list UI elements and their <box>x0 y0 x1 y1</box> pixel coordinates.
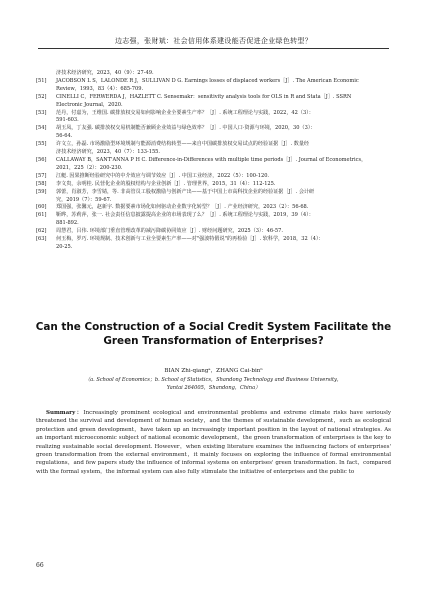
reference-entry <box>36 212 391 220</box>
reference-text: 周慧君，吕伟. 环境部门垂直管理改革的减污降碳协同效应［J］. 财经问题研究，2025（3）：46-57. <box>56 228 283 235</box>
reference-entry <box>36 181 391 189</box>
reference-number: [55] <box>36 141 47 148</box>
reference-text: 591-603. <box>56 117 79 124</box>
reference-text: 李文贵，余明桂. 民营化企业的股权结构与企业创新［J］. 管理世界，2015，31（4）：112-125. <box>56 180 276 187</box>
summary-paragraph <box>36 409 391 476</box>
reference-text: 靳晔，苏莉萍，张一. 社会责任信息披露提高企业的市场表现了么？［J］. 系统工程理论与实践，2019，39（4）： <box>56 212 314 219</box>
reference-text: Electronic Journal，2020. <box>56 101 123 108</box>
reference-number: [57] <box>36 172 47 179</box>
reference-continuation <box>36 86 391 94</box>
reference-text: 江艇. 因果推断经验研究中的中介效应与调节效应［J］. 中国工业经济，2022（5）：100-120. <box>56 172 270 179</box>
summary-label: Summary： <box>46 410 84 416</box>
affiliation-line-1: （a. School of Economics；b. School of Statistics，Shandong Technology and Business University， <box>84 377 343 383</box>
reference-entry <box>36 110 391 118</box>
reference-number: [52] <box>36 93 47 100</box>
reference-text: 56-64. <box>56 133 73 140</box>
reference-text: 济技术经济研究，2023，40（9）：27-49. <box>56 70 154 76</box>
reference-text: JACOBSON L S，LALONDE R J，SULLIVAN D G. Earnings losses of displaced workers［J］. The American Economic <box>56 77 359 84</box>
reference-entry <box>36 125 391 133</box>
reference-number: [58] <box>36 180 47 187</box>
reference-number: [54] <box>36 125 47 132</box>
reference-text: 郭蕾，肖淑芳，李雪婧，等. 非高管员工股权激励与创新产出——基于中国上市高科技企业的经验证据［J］. 会计研 <box>56 188 315 195</box>
reference-entry <box>36 70 391 78</box>
reference-text: 许文立，孙磊. 市场激励型环境规制与能源消费结构转型——来自中国碳排放权交易试点的经验证据［J］. 数量经 <box>56 141 310 148</box>
reference-number: [53] <box>36 109 47 116</box>
reference-continuation <box>36 133 391 141</box>
reference-entry <box>36 157 391 165</box>
reference-number: [56] <box>36 156 47 163</box>
reference-text: 20-25. <box>56 243 73 250</box>
running-header: 边志强，张财斌：社会信用体系建设能否促进企业绿色转型？ <box>114 37 313 45</box>
reference-entry <box>36 189 391 197</box>
reference-continuation <box>36 165 391 173</box>
reference-text: 济技术经济研究，2023，40（7）：133-155. <box>56 149 161 156</box>
reference-text: 郑国强，张馨元，赵新宇. 数据要素市场化如何驱动企业数字化转型？［J］. 产业经济研究，2023（2）：56-68. <box>56 204 309 211</box>
reference-number: [62] <box>36 228 47 235</box>
affiliation-line-2: Yantai 264005，Shandong，China） <box>166 384 261 391</box>
reference-continuation <box>36 102 391 110</box>
reference-text: Review，1993，83（4）：685-709. <box>56 85 144 92</box>
reference-number: [61] <box>36 212 47 219</box>
reference-list <box>36 70 391 252</box>
reference-text: CALLAWAY B，SANT'ANNA P H C. Difference-in-Differences with multiple time periods［J］. Journal of Econometrics， <box>56 156 367 163</box>
reference-entry <box>36 78 391 86</box>
reference-text: CINELLI C，FERWERDA J，HAZLETT C. Sensemakr：sensitivity analysis tools for OLS in R and Stata［J］. SSRN <box>56 93 352 100</box>
reference-text: 何玉梅，罗巧. 环境规制、技术创新与工业全要素生产率——对"强波特假说"的再检验［J］. 软科学，2018，32（4）： <box>56 236 324 243</box>
summary-text: Increasingly prominent ecological and environmental problems and extreme climate risks have seriously threatened the survival and development of human society，and the themes of sustainable development，such as ecological protection and green development，have taken up an increasingly important position in the layout of national strategies. As an important microeconomic subject of national economic development，the green transformation of enterprises is the key to realizing sustainable social development. However，when existing literature examines the influencing factors of enterprises' green transformation from the external environment，it mainly focuses on exploring the influence of formal environmental regulations，and few papers study the influence of informal systems on enterprises' green transformation. In fact，compared with the formal system，the informal system can also fully stimulate the initiative of enterprises and the public to <box>36 410 391 475</box>
reference-text: 范丹，付嘉为，王维国. 碳排放权交易如何影响企业全要素生产率？［J］. 系统工程理论与实践，2022，42（3）： <box>56 109 314 116</box>
reference-entry <box>36 173 391 181</box>
reference-text: 881-892. <box>56 220 79 227</box>
header-rule <box>38 48 389 49</box>
reference-entry <box>36 236 391 244</box>
page-number: 66 <box>36 562 44 569</box>
reference-number: [60] <box>36 204 47 211</box>
reference-entry <box>36 141 391 149</box>
reference-continuation <box>36 244 391 252</box>
reference-number: [51] <box>36 77 47 84</box>
author-affiliation <box>40 377 387 393</box>
article-authors: BIAN Zhi-qiangᵃ，ZHANG Cai-binᵇ <box>164 368 263 374</box>
reference-continuation <box>36 149 391 157</box>
reference-number: [63] <box>36 236 47 243</box>
reference-entry <box>36 94 391 102</box>
reference-continuation <box>36 220 391 228</box>
reference-entry <box>36 228 391 236</box>
article-title: Can the Construction of a Social Credit System Facilitate the Green Transformation of Enterprises? <box>35 321 392 347</box>
reference-text: 胡玉凤，丁友强. 碳排放权交易机制能否兼顾企业效益与绿色效率？［J］. 中国人口·资源与环境，2020，30（3）： <box>56 125 316 132</box>
reference-number: [59] <box>36 188 47 195</box>
reference-text: 2021，225（2）：200-230. <box>56 164 123 171</box>
reference-text: 究，2019（7）：59-67. <box>56 196 112 203</box>
